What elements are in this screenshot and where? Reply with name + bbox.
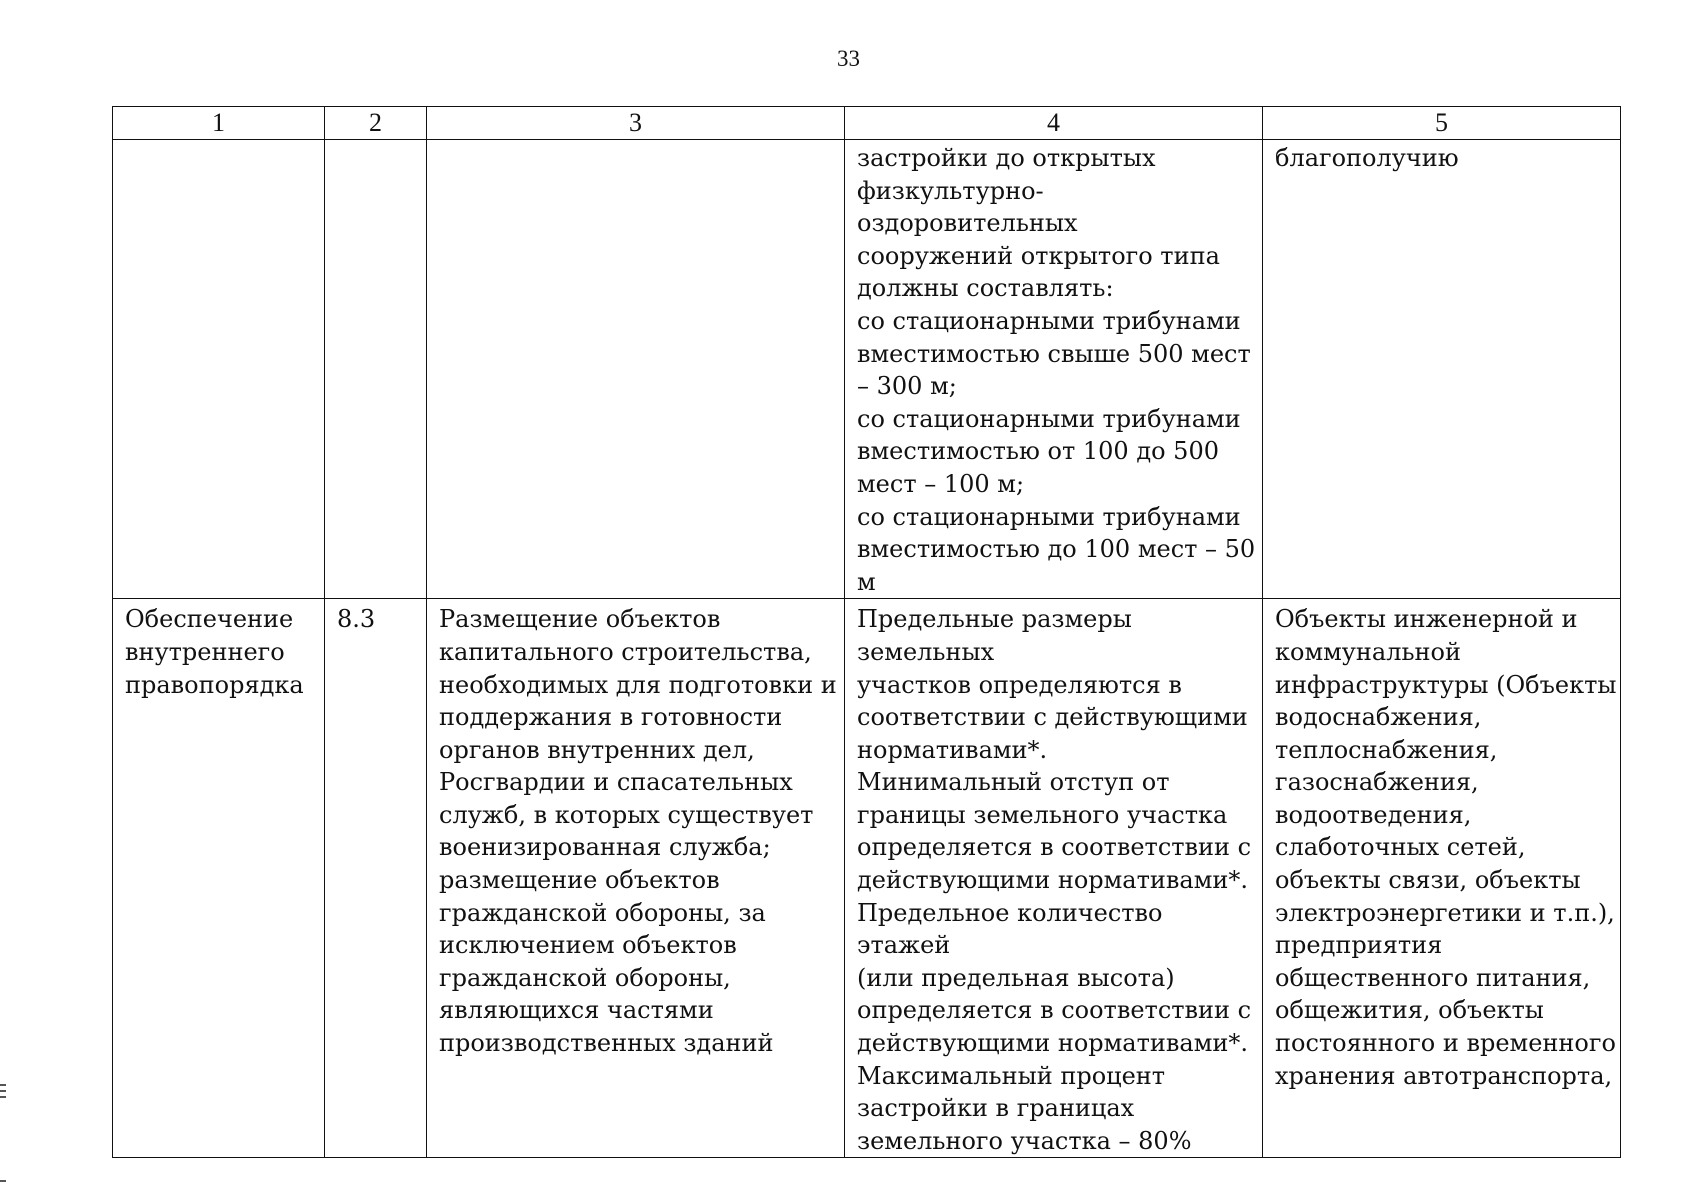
cell-code — [325, 140, 427, 599]
table-row — [113, 599, 1621, 1158]
scan-margin-mark — [0, 1096, 6, 1098]
page-number: 33 — [837, 46, 860, 71]
table-header-row — [113, 107, 1621, 140]
cell-auxiliary-uses: благополучию — [1263, 140, 1621, 599]
cell-use-name: Обеспечение внутреннего правопорядка — [113, 599, 325, 1158]
cell-use-name — [113, 140, 325, 599]
column-header-5: 5 — [1263, 107, 1621, 140]
cell-description: Размещение объектов капитального строительства, необходимых для подготовки и поддержания в готовности органов внутренних дел, Росгвардии и спасательных служб, в которых существует военизированная служба; размещение объектов гражданской обороны, за исключением объектов гражданской обороны, являющихся частями производственных зданий — [427, 599, 845, 1158]
regulations-table — [112, 106, 1621, 1158]
column-header-1: 1 — [113, 107, 325, 140]
scan-margin-mark — [0, 1180, 6, 1182]
cell-auxiliary-uses: Объекты инженерной и коммунальной инфраструктуры (Объекты водоснабжения, теплоснабжения, газоснабжения, водоотведения, слаботочных сетей, объекты связи, объекты электроэнергетики и т.п.), предприятия общественного питания, общежития, объекты постоянного и временного хранения автотранспорта, — [1263, 599, 1621, 1158]
table-row — [113, 140, 1621, 599]
scan-margin-mark — [0, 1090, 6, 1092]
cell-description — [427, 140, 845, 599]
column-header-3: 3 — [427, 107, 845, 140]
cell-parameters: застройки до открытых физкультурно-оздоровительных сооружений открытого типа должны составлять: со стационарными трибунами вместимостью свыше 500 мест – 300 м; со стационарными трибунами вместимостью от 100 до 500 мест – 100 м; со стационарными трибунами вместимостью до 100 мест – 50 м — [845, 140, 1263, 599]
cell-parameters: Предельные размеры земельных участков определяются в соответствии с действующими нормативами*. Минимальный отступ от границы земельного участка определяется в соответствии с действующими нормативами*. Предельное количество этажей (или предельная высота) определяется в соответствии с действующими нормативами*. Максимальный процент застройки в границах земельного участка – 80% — [845, 599, 1263, 1158]
column-header-4: 4 — [845, 107, 1263, 140]
cell-code: 8.3 — [325, 599, 427, 1158]
column-header-2: 2 — [325, 107, 427, 140]
scan-margin-mark — [0, 1084, 6, 1086]
